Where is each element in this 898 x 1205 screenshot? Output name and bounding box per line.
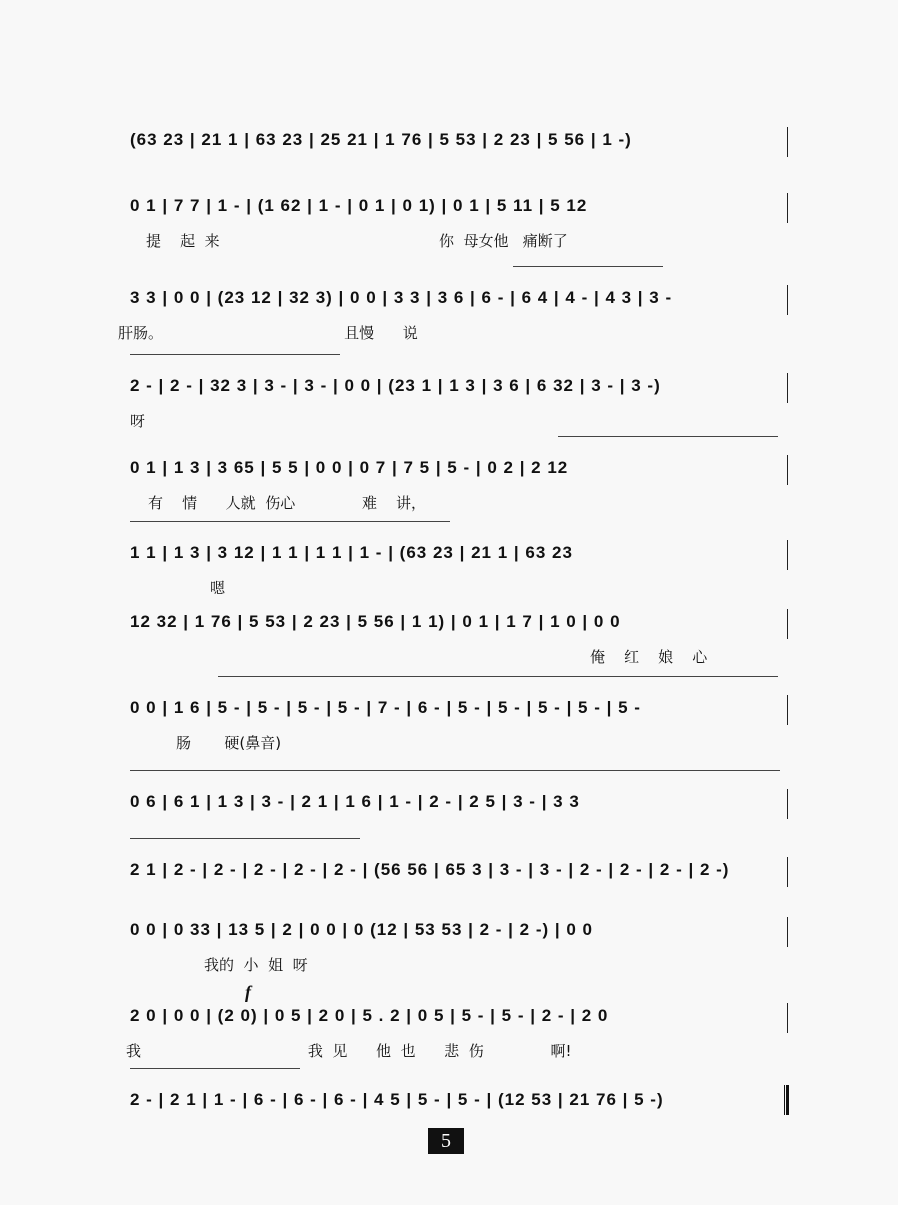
lyrics-line-7: 俺 红 娘 心	[590, 648, 708, 666]
score-line-12	[118, 1006, 788, 1066]
notes-line-11: 0 0 | 0 33 | 13 5 | 2 | 0 0 | 0 (12 | 53 53 | 2 - | 2 -) | 0 0	[130, 920, 593, 939]
notes-line-7: 12 32 | 1 76 | 5 53 | 2 23 | 5 56 | 1 1) | 0 1 | 1 7 | 1 0 | 0 0	[130, 612, 621, 631]
barline	[787, 917, 788, 947]
tie-mark	[130, 521, 450, 522]
notes-line-1: (63 23 | 21 1 | 63 23 | 25 21 | 1 76 | 5 53 | 2 23 | 5 56 | 1 -)	[130, 130, 632, 149]
lyrics-line-6: 嗯	[210, 579, 226, 597]
notes-line-9: 0 6 | 6 1 | 1 3 | 3 - | 2 1 | 1 6 | 1 - | 2 - | 2 5 | 3 - | 3 3	[130, 792, 580, 811]
barline	[787, 789, 788, 819]
barline	[787, 455, 788, 485]
barline	[787, 193, 788, 223]
score-line-9	[118, 792, 788, 852]
score-line-11	[118, 920, 788, 980]
notes-line-6: 1 1 | 1 3 | 3 12 | 1 1 | 1 1 | 1 - | (63 23 | 21 1 | 63 23	[130, 543, 573, 562]
score-line-1	[118, 130, 788, 190]
lyrics-line-12: 我 我 见 他 也 悲 伤 啊!	[126, 1042, 572, 1060]
score-line-10	[118, 860, 788, 920]
notes-line-5: 0 1 | 1 3 | 3 65 | 5 5 | 0 0 | 0 7 | 7 5 | 5 - | 0 2 | 2 12	[130, 458, 569, 477]
lyrics-line-11: 我的 小 姐 呀	[204, 956, 308, 974]
tie-mark	[130, 354, 340, 355]
barline	[787, 540, 788, 570]
notes-line-3: 3 3 | 0 0 | (23 12 | 32 3) | 0 0 | 3 3 | 3 6 | 6 - | 6 4 | 4 - | 4 3 | 3 -	[130, 288, 673, 307]
tie-mark	[130, 770, 780, 771]
notes-line-8: 0 0 | 1 6 | 5 - | 5 - | 5 - | 5 - | 7 - | 6 - | 5 - | 5 - | 5 - | 5 - | 5 -	[130, 698, 641, 717]
score-line-5	[118, 458, 788, 518]
score-line-6	[118, 543, 788, 603]
dynamic-forte-mark: f	[245, 982, 251, 1002]
barline	[787, 695, 788, 725]
lyrics-line-4: 呀	[130, 412, 146, 430]
notes-line-2: 0 1 | 7 7 | 1 - | (1 62 | 1 - | 0 1 | 0 1) | 0 1 | 5 11 | 5 12	[130, 196, 588, 215]
page-number: 5	[428, 1128, 464, 1154]
final-barline	[784, 1085, 789, 1115]
lyrics-line-5: 有 情 人就 伤心 难 讲，	[148, 494, 427, 512]
score-line-4	[118, 376, 788, 436]
notes-line-4: 2 - | 2 - | 32 3 | 3 - | 3 - | 0 0 | (23 1 | 1 3 | 3 6 | 6 32 | 3 - | 3 -)	[130, 376, 661, 395]
score-line-2	[118, 196, 788, 256]
lyrics-line-2: 提 起 来 你 母女他 痛断了	[146, 232, 568, 250]
barline	[787, 127, 788, 157]
barline	[787, 609, 788, 639]
notes-line-12: 2 0 | 0 0 | (2 0) | 0 5 | 2 0 | 5 . 2 | 0 5 | 5 - | 5 - | 2 - | 2 0	[130, 1006, 609, 1025]
barline	[787, 1003, 788, 1033]
score-line-3	[118, 288, 788, 348]
barline	[787, 857, 788, 887]
lyrics-line-8: 肠 硬(鼻音)	[176, 734, 282, 752]
lyrics-line-3: 肝肠。 且慢 说	[118, 324, 418, 342]
tie-mark	[218, 676, 778, 677]
score-line-7	[118, 612, 788, 672]
barline	[787, 373, 788, 403]
tie-mark	[513, 266, 663, 267]
notes-line-13: 2 - | 2 1 | 1 - | 6 - | 6 - | 6 - | 4 5 | 5 - | 5 - | (12 53 | 21 76 | 5 -)	[130, 1090, 664, 1109]
barline	[787, 285, 788, 315]
score-line-8	[118, 698, 788, 758]
tie-mark	[130, 838, 360, 839]
tie-mark	[130, 1068, 300, 1069]
tie-mark	[558, 436, 778, 437]
notes-line-10: 2 1 | 2 - | 2 - | 2 - | 2 - | 2 - | (56 56 | 65 3 | 3 - | 3 - | 2 - | 2 - | 2 - | 2 -)	[130, 860, 730, 879]
